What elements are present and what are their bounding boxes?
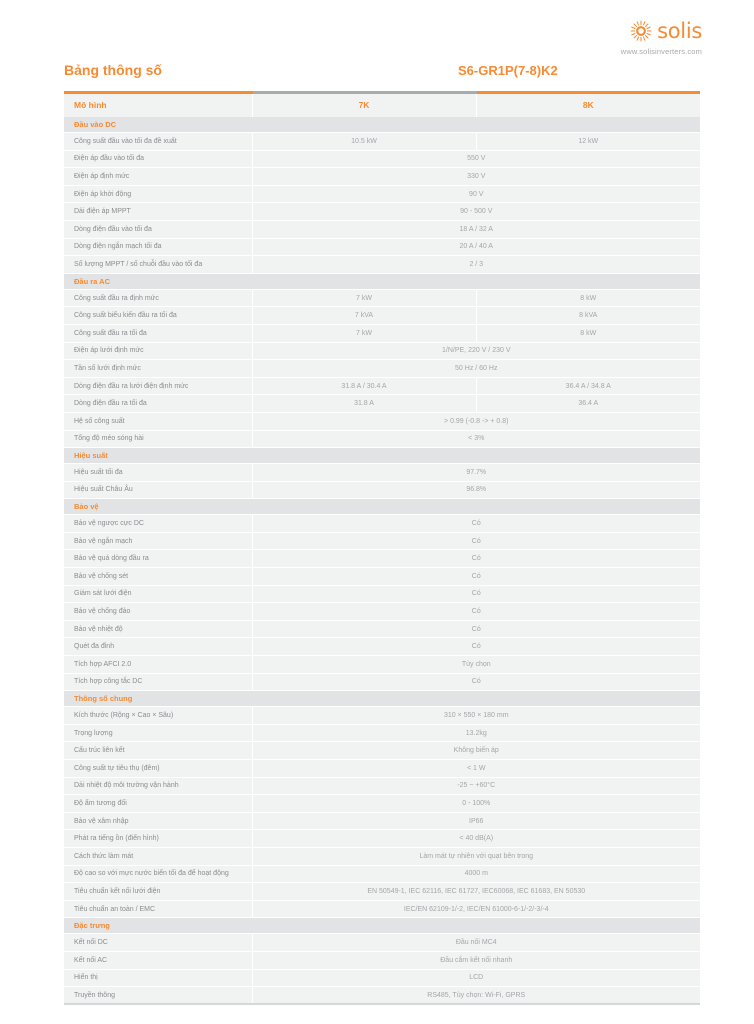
spec-label: Hiệu suất tối đa [64,464,252,482]
spec-label: Điện áp lưới định mức [64,342,252,360]
spec-label: Quét đa đỉnh [64,638,252,656]
spec-value-shared: Có [252,585,700,603]
spec-label: Độ ẩm tương đối [64,795,252,813]
specification-table [64,91,700,1005]
spec-label: Công suất đầu ra định mức [64,289,252,307]
spec-value-shared: 90 - 500 V [252,203,700,221]
table-row [64,289,700,307]
sun-starburst-icon [630,20,652,42]
spec-label: Kích thước (Rộng × Cao × Sâu) [64,707,252,725]
spec-label: Dải nhiệt độ môi trường vận hành [64,777,252,795]
spec-label: Truyền thông [64,987,252,1005]
spec-value-shared: Có [252,620,700,638]
spec-value-shared: 1/N/PE, 220 V / 230 V [252,342,700,360]
spec-label: Hiển thị [64,969,252,987]
spec-value-shared: 90 V [252,185,700,203]
spec-value-7k: 31.8 A [252,395,476,413]
table-row [64,150,700,168]
spec-label: Độ cao so với mực nước biển tối đa để hoạt động [64,865,252,883]
spec-label: Bảo vệ xâm nhập [64,812,252,830]
section-title: Đầu vào DC [64,117,700,133]
table-row [64,342,700,360]
spec-value-shared: Làm mát tự nhiên với quạt bên trong [252,847,700,865]
spec-label: Hệ số công suất [64,412,252,430]
section-title: Bảo vệ [64,499,700,515]
table-row [64,550,700,568]
table-row [64,987,700,1005]
table-row [64,464,700,482]
spec-value-shared: 18 A / 32 A [252,220,700,238]
spec-label: Công suất biểu kiến đầu ra tối đa [64,307,252,325]
spec-label: Kết nối DC [64,934,252,952]
spec-label: Công suất tự tiêu thụ (đêm) [64,760,252,778]
table-row [64,532,700,550]
table-row [64,760,700,778]
spec-value-7k: 7 kVA [252,307,476,325]
spec-value-shared: Tùy chọn [252,656,700,674]
spec-label: Tích hợp công tắc DC [64,673,252,691]
column-header-7k: 7K [252,93,476,117]
spec-value-shared: < 3% [252,430,700,448]
spec-label: Điện áp đầu vào tối đa [64,150,252,168]
logo-lockup [621,20,702,42]
spec-value-shared: IEC/EN 62109-1/-2, IEC/EN 61000-6-1/-2/-3/-4 [252,900,700,918]
table-row [64,307,700,325]
spec-value-shared: Không biến áp [252,742,700,760]
section-header-row [64,448,700,464]
spec-value-shared: Đầu cắm kết nối nhanh [252,951,700,969]
spec-value-shared: IP66 [252,812,700,830]
table-row [64,620,700,638]
table-row [64,883,700,901]
spec-value-shared: Có [252,550,700,568]
spec-label: Điện áp định mức [64,168,252,186]
table-row [64,568,700,586]
table-row [64,865,700,883]
spec-value-8k: 12 kW [476,133,700,151]
table-row [64,742,700,760]
section-header-row [64,918,700,934]
spec-value-shared: Có [252,603,700,621]
table-row [64,585,700,603]
spec-label: Dòng điện đầu ra tối đa [64,395,252,413]
table-row [64,168,700,186]
spec-value-shared: 330 V [252,168,700,186]
spec-value-shared: < 40 dB(A) [252,830,700,848]
brand-website: www.solisinverters.com [620,47,702,56]
brand-block [621,20,702,56]
title-row [64,62,690,78]
section-header-row [64,499,700,515]
spec-value-shared: Có [252,532,700,550]
spec-label: Bảo vệ ngược cực DC [64,515,252,533]
spec-value-8k: 8 kVA [476,307,700,325]
table-row [64,603,700,621]
section-header-row [64,273,700,289]
brand-wordmark: solis [657,18,702,43]
column-header-8k: 8K [476,93,700,117]
spec-label: Bảo vệ quá dòng đầu ra [64,550,252,568]
table-row [64,707,700,725]
table-row [64,724,700,742]
spec-value-shared: > 0.99 (-0.8 -> + 0.8) [252,412,700,430]
spec-label: Hiệu suất Châu Âu [64,481,252,499]
spec-value-shared: EN 50549-1, IEC 62116, IEC 61727, IEC60068, IEC 61683, EN 50530 [252,883,700,901]
table-row [64,795,700,813]
spec-label: Dòng điện đầu vào tối đa [64,220,252,238]
spec-label: Công suất đầu ra tối đa [64,324,252,342]
table-row [64,395,700,413]
spec-label: Dải điện áp MPPT [64,203,252,221]
table-row [64,830,700,848]
page-title: Bảng thông số [64,62,162,78]
spec-label: Tích hợp AFCI 2.0 [64,656,252,674]
spec-value-shared: 96.8% [252,481,700,499]
table-row [64,185,700,203]
spec-label: Tiêu chuẩn kết nối lưới điện [64,883,252,901]
spec-label: Tổng độ méo sóng hài [64,430,252,448]
spec-value-8k: 8 kW [476,324,700,342]
column-header-model: Mô hình [64,93,252,117]
spec-label: Bảo vệ nhiệt độ [64,620,252,638]
spec-value-7k: 31.8 A / 30.4 A [252,377,476,395]
table-row [64,515,700,533]
spec-label: Bảo vệ ngắn mạch [64,532,252,550]
section-title: Đầu ra AC [64,273,700,289]
spec-label: Kết nối AC [64,951,252,969]
spec-label: Cấu trúc liên kết [64,742,252,760]
spec-value-shared: < 1 W [252,760,700,778]
section-header-row [64,691,700,707]
table-row [64,220,700,238]
model-number: S6-GR1P(7-8)K2 [458,63,558,78]
table-row [64,656,700,674]
section-title: Đặc trưng [64,918,700,934]
spec-value-7k: 7 kW [252,324,476,342]
section-title: Hiệu suất [64,448,700,464]
spec-value-7k: 10.5 kW [252,133,476,151]
spec-value-8k: 8 kW [476,289,700,307]
spec-value-shared: Có [252,568,700,586]
spec-value-shared: Có [252,638,700,656]
table-row [64,900,700,918]
table-row [64,238,700,256]
spec-value-shared: 2 / 3 [252,256,700,274]
table-row [64,673,700,691]
table-row [64,638,700,656]
table-row [64,360,700,378]
table-row [64,847,700,865]
spec-label: Tần số lưới định mức [64,360,252,378]
section-title: Thông số chung [64,691,700,707]
table-row [64,951,700,969]
spec-label: Trọng lượng [64,724,252,742]
spec-value-8k: 36.4 A / 34.8 A [476,377,700,395]
spec-label: Số lượng MPPT / số chuỗi đầu vào tối đa [64,256,252,274]
spec-label: Giám sát lưới điện [64,585,252,603]
spec-label: Bảo vệ chống đảo [64,603,252,621]
spec-value-shared: 4000 m [252,865,700,883]
spec-value-shared: RS485, Tùy chọn: Wi-Fi, GPRS [252,987,700,1005]
spec-value-shared: Có [252,515,700,533]
table-row [64,481,700,499]
table-row [64,203,700,221]
table-row [64,133,700,151]
table-row [64,412,700,430]
spec-label: Điện áp khởi động [64,185,252,203]
spec-label: Bảo vệ chống sét [64,568,252,586]
table-row [64,430,700,448]
spec-value-7k: 7 kW [252,289,476,307]
spec-value-shared: Có [252,673,700,691]
section-header-row [64,117,700,133]
spec-value-shared: 50 Hz / 60 Hz [252,360,700,378]
table-row [64,812,700,830]
spec-label: Tiêu chuẩn an toàn / EMC [64,900,252,918]
spec-value-shared: -25 ~ +60°C [252,777,700,795]
table-row [64,777,700,795]
spec-value-shared: 13.2kg [252,724,700,742]
table-row [64,969,700,987]
spec-label: Dòng điện đầu ra lưới điện định mức [64,377,252,395]
spec-label: Dòng điện ngắn mạch tối đa [64,238,252,256]
table-row [64,324,700,342]
table-header-row [64,93,700,117]
spec-value-shared: LCD [252,969,700,987]
spec-value-shared: 0 - 100% [252,795,700,813]
spec-label: Phát ra tiếng ồn (điển hình) [64,830,252,848]
spec-label: Cách thức làm mát [64,847,252,865]
spec-value-8k: 36.4 A [476,395,700,413]
spec-label: Công suất đầu vào tối đa đề xuất [64,133,252,151]
spec-value-shared: 97.7% [252,464,700,482]
table-row [64,256,700,274]
spec-value-shared: 310 × 550 × 180 mm [252,707,700,725]
spec-value-shared: 550 V [252,150,700,168]
spec-value-shared: Đầu nối MC4 [252,934,700,952]
spec-value-shared: 20 A / 40 A [252,238,700,256]
table-row [64,934,700,952]
table-row [64,377,700,395]
